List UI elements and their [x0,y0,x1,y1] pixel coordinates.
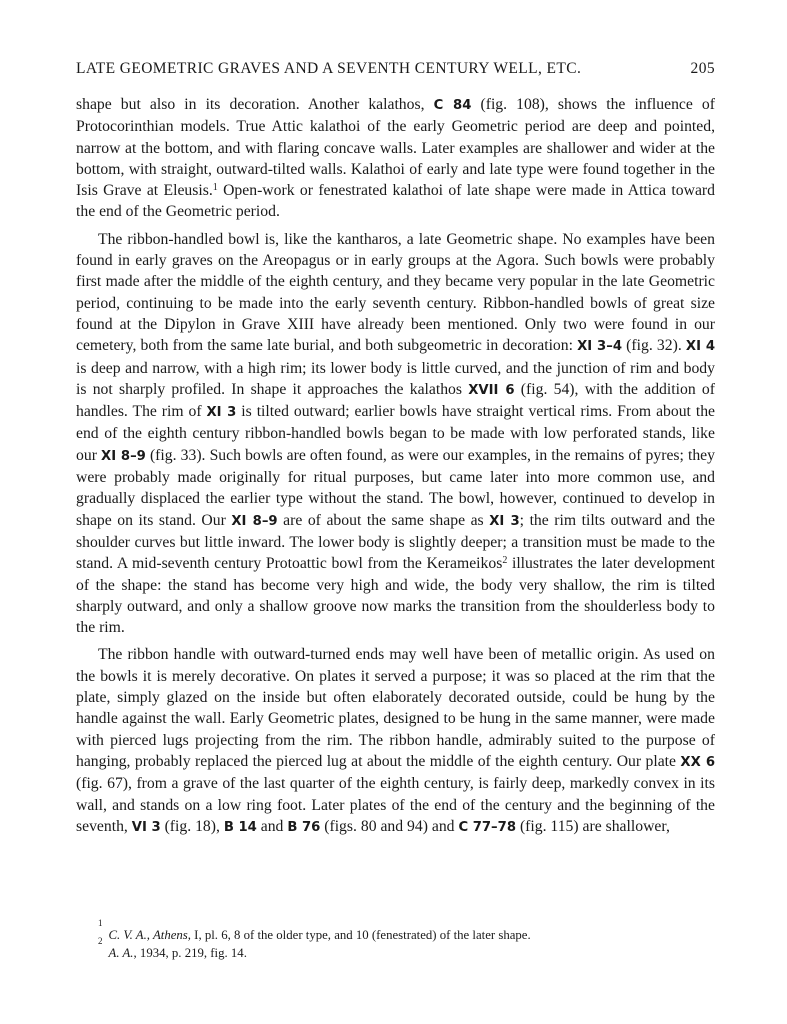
footnote-marker: 2 [502,555,508,567]
catalogue-reference: VI 3 [131,819,161,835]
text-run: are of about the same shape as [277,511,490,529]
footnotes [98,918,715,962]
footnote-marker: 1 [212,182,218,194]
catalogue-reference: XI 8–9 [231,513,278,529]
text-run: (fig. 18), [160,817,224,835]
footnote-number: 2 [98,936,103,946]
text-run: (fig. 54), with the addition of handles. The rim of [76,380,715,421]
footnote-number: 1 [98,918,103,928]
catalogue-reference: XX 6 [680,754,715,770]
catalogue-reference: B 14 [223,819,257,835]
footnote-text [109,944,247,962]
catalogue-reference: C 84 [433,98,472,113]
text-run: (figs. 80 and 94) and [320,817,459,835]
text-run: and [256,817,288,835]
footnote-text [109,926,531,944]
page-number: 205 [690,60,715,77]
body-text [76,94,715,844]
text-run: (fig. 115) are shallower, [516,817,670,835]
catalogue-reference: XI 8–9 [101,448,146,464]
text-run: ; the rim tilts outward and the shoulder curves but little inward. The lower body is slightly deeper; a transition must be made to the stand. A mid-seventh century Protoattic bowl from the Kerameikos [76,511,715,573]
text-run: shape but also in its decoration. Another kalathos, [76,96,434,113]
footnote [98,918,715,944]
text-run: The ribbon handle with outward-turned ends may well have been of metallic origin. As used on the bowls it is merely decorative. On plates it served a purpose; it was so placed at the rim that the plate, simply glazed on the inside but often elaborately decorated outside, could be hung by the handle against the wall. Early Geometric plates, designed to be hung in the same manner, were made with pierced lugs projecting from the rim. The ribbon handle, admirably suited to the purpose of hanging, probably replaced the pierced lug at about the middle of the eighth century. Our plate [76,646,715,770]
text-run: is tilted outward; earlier bowls have straight vertical rims. From about the end of the eighth century ribbon-handled bowls began to be made with low perforated stands, like our [76,403,716,464]
footnote-detail: I, pl. 6, 8 of the older type, and 10 (fenestrated) of the later shape. [190,928,531,942]
text-run: Open-work or fenestrated kalathoi of late shape were made in Attica toward the end of the Geometric period. [76,182,715,221]
paragraph [76,94,715,223]
text-run: (fig. 108), shows the influence of Protocorinthian models. True Attic kalathoi of the early Geometric period are deep and pointed, narrow at the bottom, and with flaring concave walls. Later examples are shallower and wider at the bottom, with straight, outward-tilted walls. Kalathoi of early and late type were found together in the Isis Grave at Eleusis. [76,96,715,200]
footnote-citation: C. V. A., Athens, [108,928,191,942]
catalogue-reference: XVII 6 [468,382,515,398]
catalogue-reference: XI 4 [685,339,715,355]
text-run: (fig. 33). Such bowls are often found, as were our examples, in the remains of pyres; they were probably made originally for ritual purposes, but came later into more common use, and gradually displaced the earlier type without the stand. The bowl, however, continued to develop in shape on its stand. Our [76,446,715,529]
footnote-detail: , 1934, p. 219, fig. 14. [133,946,247,960]
text-run: (fig. 67), from a grave of the last quarter of the eighth century, is fairly deep, markedly convex in its wall, and stands on a low ring foot. Later plates of the end of the century and the beginning of the seventh, [76,775,715,835]
text-run: illustrates the later development of the shape: the stand has become very high and wide, the body very shallow, the rim is tilted sharply outward, and only a shallow groove now marks the transition from the shoulderless body to the rim. [76,555,715,637]
catalogue-reference: XI 3 [206,405,237,421]
paragraph [76,644,715,838]
text-run: The ribbon-handled bowl is, like the kantharos, a late Geometric shape. No examples have been found in early graves on the Areopagus or in early groups at the Agora. Such bowls were probably first made after the middle of the eighth century, and they became very popular in the late Geometric period, continuing to be made into the early seventh century. Ribbon-handled bowls of great size found at the Dipylon in Grave XIII have already been mentioned. Only two were found in our cemetery, both from the same late burial, and both subgeometric in decoration: [76,230,715,355]
catalogue-reference: C 77–78 [458,819,517,835]
catalogue-reference: XI 3–4 [577,339,622,355]
text-run: is deep and narrow, with a high rim; its lower body is little curved, and the junction of rim and body is not sharply profiled. In shape it approaches the kalathos [76,359,715,398]
text-run: (fig. 32). [622,337,686,355]
running-header [76,60,715,78]
paragraph [76,229,715,639]
footnote-citation: A. A. [108,946,134,960]
footnote [98,936,715,962]
catalogue-reference: XI 3 [489,513,520,529]
catalogue-reference: B 76 [287,819,321,835]
running-title: LATE GEOMETRIC GRAVES AND A SEVENTH CENTURY WELL, ETC. [76,60,582,77]
